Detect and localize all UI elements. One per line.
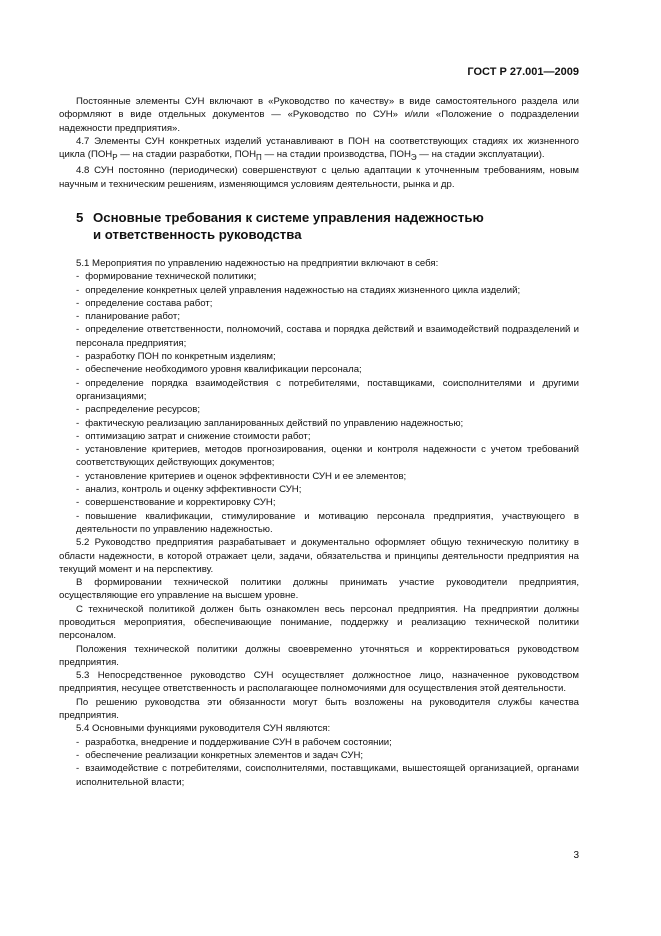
paragraph-5-1-intro: 5.1 Мероприятия по управлению надежностью на предприятии включают в себя: [76,257,439,269]
list-item: - разработка, внедрение и поддерживание СУН в рабочем состоянии; [76,736,392,748]
list-item: - определение порядка взаимодействия с потребителями, поставщиками, соисполнителями и другими организациями; [76,377,579,402]
list-item: - совершенствование и корректировку СУН; [76,497,276,509]
paragraph-5-3: 5.3 Непосредственное руководство СУН осуществляет должностное лицо, назначенное руководством предприятия, несущее ответственность и располагающее полномочиями для осуществления этой деятельности. [59,670,579,695]
list-item: - определение состава работ; [76,297,213,309]
list-item: - обеспечение необходимого уровня квалификации персонала; [76,364,362,376]
paragraph-5-2-d: Положения технической политики должны своевременно уточняться и корректироваться руководством предприятия. [59,643,579,668]
list-item: - установление критериев и оценок эффективности СУН и ее элементов; [76,470,407,482]
list-item: - определение конкретных целей управления надежностью на стадиях жизненного цикла изделий; [76,284,521,296]
section-5-heading [76,209,579,243]
paragraph-5-3-b: По решению руководства эти обязанности могут быть возложены на руководителя службы качества предприятия. [59,696,579,722]
section-number: 5 [76,209,84,225]
list-item: - анализ, контроль и оценку эффективности СУН; [76,484,302,496]
section-title-line1: Основные требования к системе управления надежностью [93,209,484,225]
page-number: 3 [573,850,579,861]
paragraph-4-6: Постоянные элементы СУН включают в «Руководство по качеству» в виде самостоятельного раздела или оформляют в виде отдельных документов — «Руководство по СУН» и/или «Положение о подразделении надежности предприятия». [59,96,579,134]
list-item: - взаимодействие с потребителями, соисполнителями, поставщиками, вышестоящей организацией, органами исполнительной власти; [76,763,579,788]
paragraph-4-7: 4.7 Элементы СУН конкретных изделий устанавливают в ПОН на соответствующих стадиях их жизненного цикла ($ПОН_Р$ — на стадии разработки, $ПОН_П$ — на стадии производства, $ПОН_Э$ — на стадии эксплуатации). [59,135,579,163]
list-item: - определение ответственности, полномочий, состава и порядка действий и взаимодействий подразделений и персонала предприятия; [76,324,579,349]
list-item: - планирование работ; [76,311,180,323]
list-item: - фактическую реализацию запланированных действий по управлению надежностью; [76,417,464,429]
paragraph-4-8: 4.8 СУН постоянно (периодически) совершенствуют с целью адаптации к уточненным требованиям, новым научным и техническим решениям, изменяющимся условиям деятельности, рынка и др. [59,165,579,190]
list-item: - обеспечение реализации конкретных элементов и задач СУН; [76,749,364,761]
paragraph-5-4-intro: 5.4 Основными функциями руководителя СУН являются: [76,723,331,735]
standard-header: ГОСТ Р 27.001—2009 [467,66,579,78]
list-item: - повышение квалификации, стимулирование и мотивацию персонала предприятия, участвующего в деятельности по управлению надежностью. [76,510,579,535]
list-item: - формирование технической политики; [76,271,257,283]
paragraph-5-2-c: С технической политикой должен быть ознакомлен весь персонал предприятия. На предприятии должны проводиться мероприятия, обеспечивающие понимание, поддержку и реализацию технической политики персоналом. [59,603,579,642]
list-item: - установление критериев, методов прогнозирования, оценки и контроля надежности с учетом требований соответствующих действующих документов; [76,444,579,469]
list-5-1 [59,270,579,536]
section-title-line2: и ответственность руководства [93,226,302,242]
paragraph-5-2-b: В формировании технической политики должны принимать участие руководители предприятия, осуществляющие его управление на высшем уровне. [59,577,579,602]
list-item: - оптимизацию затрат и снижение стоимости работ; [76,430,311,442]
paragraph-5-2: 5.2 Руководство предприятия разрабатывает и документально оформляет общую техническую политику в области надежности, в которой отражает цели, задачи, обязательства и принципы деятельности предприятия на текущий момент и на перспективу. [59,537,579,575]
document-body [59,95,579,789]
list-item: - распределение ресурсов; [76,404,201,416]
list-5-4 [59,736,579,789]
list-item: - разработку ПОН по конкретным изделиям; [76,351,276,363]
